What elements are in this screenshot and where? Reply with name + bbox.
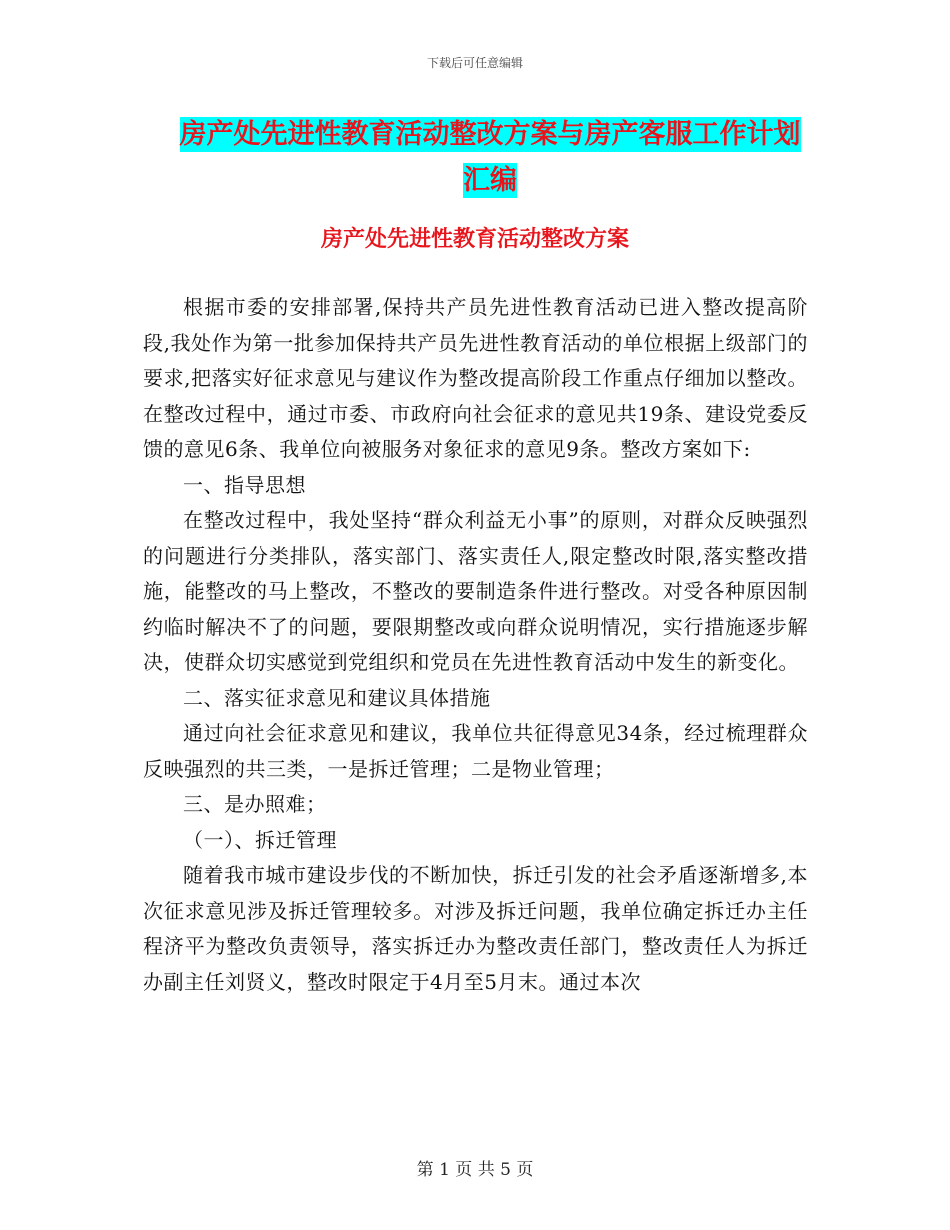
document-title-line-1: 房产处先进性教育活动整改方案与房产客服工作计划 bbox=[179, 119, 801, 150]
paragraph-measures: 通过向社会征求意见和建议，我单位共征得意见34条，经过梳理群众反映强烈的共三类，一是拆迁管理；二是物业管理； bbox=[143, 721, 808, 781]
header-note: 下载后可任意编辑 bbox=[426, 56, 523, 70]
document-title bbox=[140, 112, 840, 204]
document-body bbox=[143, 290, 808, 1000]
paragraph-intro: 根据市委的安排部署,保持共产员先进性教育活动已进入整改提高阶段,我处作为第一批参加保持共产员先进性教育活动的单位根据上级部门的要求,把落实好征求意见与建议作为整改提高阶段工作重点仔细加以整改。在整改过程中，通过市委、市政府向社会征求的意见共19条、建设党委反馈的意见6条、我单位向被服务对象征求的意见9条。整改方案如下: bbox=[143, 295, 808, 461]
heading-demolition: （一）、拆迁管理 bbox=[183, 827, 337, 852]
paragraph-demolition: 随着我市城市建设步伐的不断加快，拆迁引发的社会矛盾逐渐增多,本次征求意见涉及拆迁管理较多。对涉及拆迁问题，我单位确定拆迁办主任程济平为整改负责领导，落实拆迁办为整改责任部门，整改责任人为拆迁办副主任刘贤义，整改时限定于4月至5月末。通过本次 bbox=[143, 863, 808, 994]
page-number: 第 1 页 共 5 页 bbox=[416, 1160, 534, 1180]
heading-guiding-thought: 一、指导思想 bbox=[183, 472, 306, 497]
paragraph-licensing: 三、是办照难； bbox=[183, 792, 327, 816]
section-title: 房产处先进性教育活动整改方案 bbox=[320, 227, 629, 252]
document-title-line-2: 汇编 bbox=[463, 165, 517, 196]
heading-measures: 二、落实征求意见和建议具体措施 bbox=[183, 685, 491, 710]
paragraph-guiding-thought: 在整改过程中，我处坚持“群众利益无小事”的原则，对群众反映强烈的问题进行分类排队，落实部门、落实责任人,限定整改时限,落实整改措施，能整改的马上整改，不整改的要制造条件进行整改。对受各种原因制约临时解决不了的问题，要限期整改或向群众说明情况，实行措施逐步解决，使群众切实感觉到党组织和党员在先进性教育活动中发生的新变化。 bbox=[143, 508, 808, 674]
